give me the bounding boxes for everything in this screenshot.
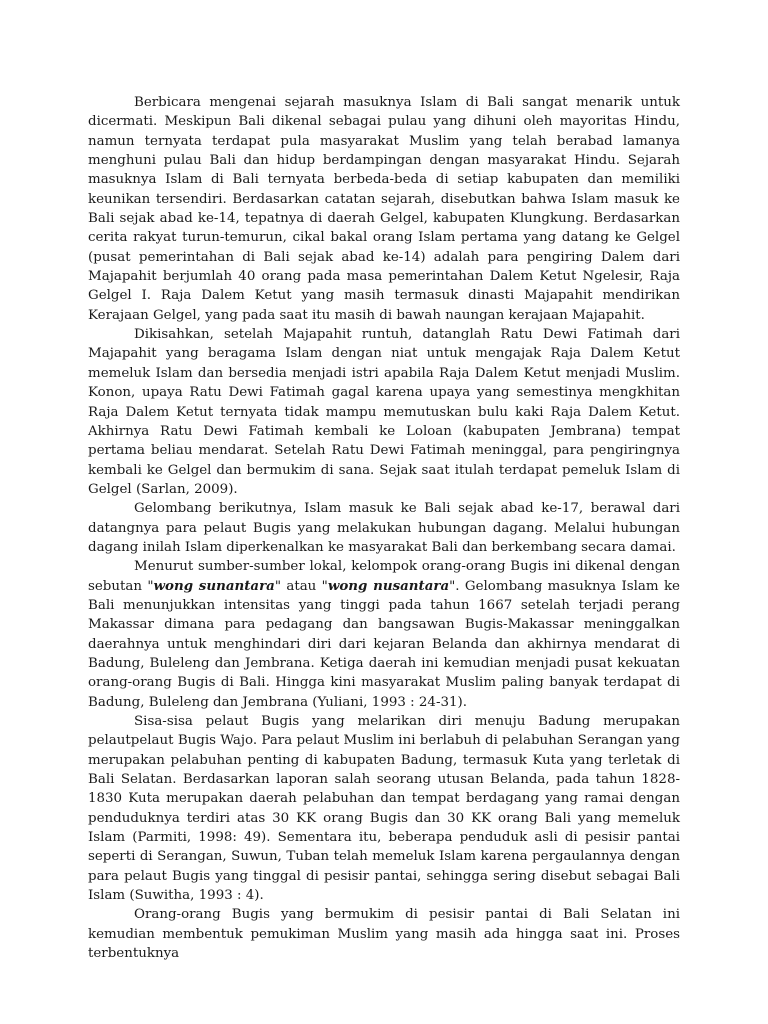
paragraph-1: Berbicara mengenai sejarah masuknya Islam di Bali sangat menarik untuk dicermati. Meskipun Bali dikenal sebagai pulau yang dihuni oleh mayoritas Hindu, namun ternyata terdapat pula masyarakat Muslim yang telah berabad lamanya menghuni pulau Bali dan hidup berdampingan dengan masyarakat Hindu. Sejarah masuknya Islam di Bali ternyata berbeda-beda di setiap kabupaten dan memiliki keunikan tersendiri. Berdasarkan catatan sejarah, disebutkan bahwa Islam masuk ke Bali sejak abad ke-14, tepatnya di daerah Gelgel, kabupaten Klungkung. Berdasarkan cerita rakyat turun-temurun, cikal bakal orang Islam pertama yang datang ke Gelgel (pusat pemerintahan di Bali sejak abad ke-14) adalah para pengiring Dalem dari Majapahit berjumlah 40 orang pada masa pemerintahan Dalem Ketut Ngelesir, Raja Gelgel I. Raja Dalem Ketut yang masih termasuk dinasti Majapahit mendirikan Kerajaan Gelgel, yang pada saat itu masih di bawah naungan kerajaan Majapahit. (88, 95, 680, 323)
term-wong-sunantara: wong sunantara (153, 577, 275, 594)
document-page (88, 93, 680, 963)
paragraph-4-text-between: " atau " (274, 578, 328, 594)
paragraph-6: Orang-orang Bugis yang bermukim di pesisir pantai di Bali Selatan ini kemudian membentuk pemukiman Muslim yang masih ada hingga saat ini. Proses terbentuknya (88, 907, 680, 962)
term-wong-nusantara: wong nusantara (327, 577, 450, 594)
paragraph-4-text-after: ". Gelombang masuknya Islam ke Bali menunjukkan intensitas yang tinggi pada tahun 1667 setelah terjadi perang Makassar dimana para pedagang dan bangsawan Bugis-Makassar meninggalkan daerahnya untuk menghindari diri dari kejaran Belanda dan akhirnya mendarat di Badung, Buleleng dan Jembrana. Ketiga daerah ini kemudian menjadi pusat kekuatan orang-orang Bugis di Bali. Hingga kini masyarakat Muslim paling banyak terdapat di Badung, Buleleng dan Jembrana (Yuliani, 1993 : 24-31). (88, 578, 680, 710)
paragraph-4-text-before: Menurut sumber-sumber lokal, kelompok orang-orang Bugis ini dikenal dengan sebutan " (88, 559, 680, 594)
paragraph-5: Sisa-sisa pelaut Bugis yang melarikan diri menuju Badung merupakan pelautpelaut Bugis Wajo. Para pelaut Muslim ini berlabuh di pelabuhan Serangan yang merupakan pelabuhan penting di kabupaten Badung, termasuk Kuta yang terletak di Bali Selatan. Berdasarkan laporan salah seorang utusan Belanda, pada tahun 1828-1830 Kuta merupakan daerah pelabuhan dan tempat berdagang yang ramai dengan penduduknya terdiri atas 30 KK orang Bugis dan 30 KK orang Bali yang memeluk Islam (Parmiti, 1998: 49). Sementara itu, beberapa penduduk asli di pesisir pantai seperti di Serangan, Suwun, Tuban telah memeluk Islam karena pergaulannya dengan para pelaut Bugis yang tinggal di pesisir pantai, sehingga sering disebut sebagai Bali Islam (Suwitha, 1993 : 4). (88, 714, 680, 904)
paragraph-3: Gelombang berikutnya, Islam masuk ke Bali sejak abad ke-17, berawal dari datangnya para pelaut Bugis yang melakukan hubungan dagang. Melalui hubungan dagang inilah Islam diperkenalkan ke masyarakat Bali dan berkembang secara damai. (88, 501, 680, 555)
paragraph-2: Dikisahkan, setelah Majapahit runtuh, datanglah Ratu Dewi Fatimah dari Majapahit yang beragama Islam dengan niat untuk mengajak Raja Dalem Ketut memeluk Islam dan bersedia menjadi istri apabila Raja Dalem Ketut menjadi Muslim. Konon, upaya Ratu Dewi Fatimah gagal karena upaya yang semestinya mengkhitan Raja Dalem Ketut ternyata tidak mampu memutuskan bulu kaki Raja Dalem Ketut. Akhirnya Ratu Dewi Fatimah kembali ke Loloan (kabupaten Jembrana) tempat pertama beliau mendarat. Setelah Ratu Dewi Fatimah meninggal, para pengiringnya kembali ke Gelgel dan bermukim di sana. Sejak saat itulah terdapat pemeluk Islam di Gelgel (Sarlan, 2009). (88, 327, 680, 497)
paragraph-4 (88, 557, 680, 712)
